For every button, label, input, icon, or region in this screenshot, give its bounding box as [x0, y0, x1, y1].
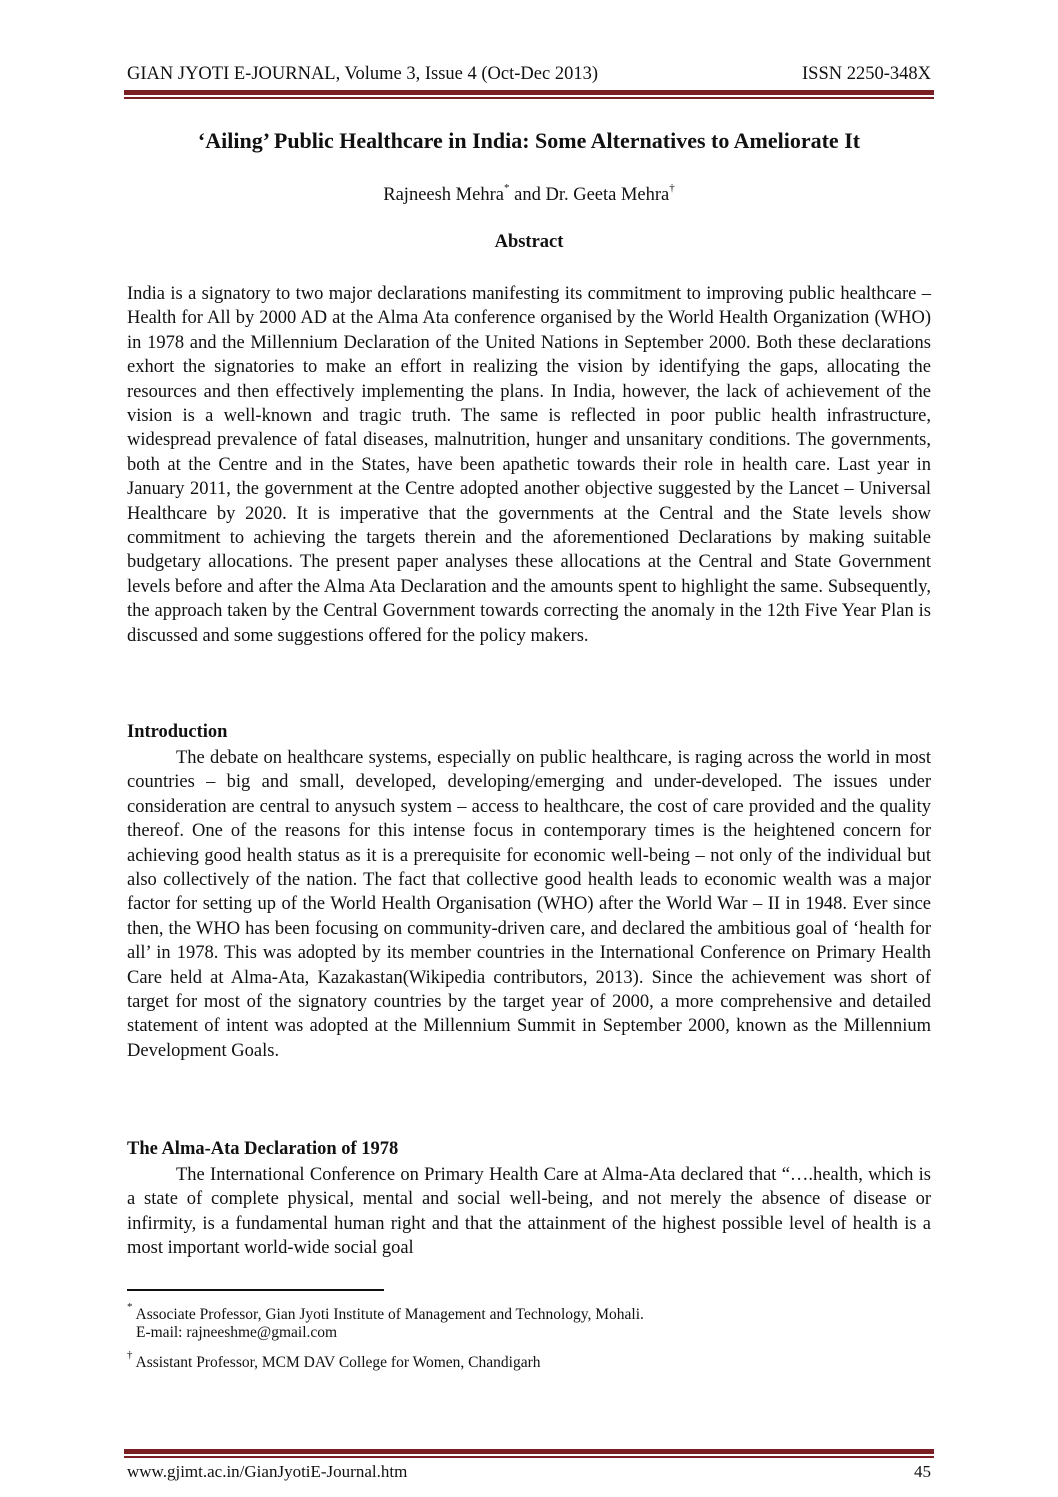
abstract-heading: Abstract: [494, 232, 564, 252]
author-1-footnote-mark: *: [503, 182, 510, 194]
footnote-1: [127, 1300, 644, 1325]
page-number: 45: [914, 1462, 931, 1481]
footnote-1-mark: *: [127, 1301, 133, 1313]
footnote-separator: [127, 1289, 384, 1291]
author-line: [90, 184, 968, 206]
author-connector: and: [509, 185, 546, 206]
paper-title: ‘Ailing’ Public Healthcare in India: Some Alternatives to Ameliorate It: [197, 128, 861, 153]
footnote-1-email: E-mail: rajneeshme@gmail.com: [136, 1324, 338, 1341]
header-rule-thin: [124, 97, 934, 99]
footer-rule-thin: [124, 1456, 934, 1458]
author-1: Rajneesh Mehra: [383, 185, 504, 206]
alma-ata-paragraph: The International Conference on Primary Health Care at Alma-Ata declared that “….health, which is a state of complete physical, mental and social well-being, and not merely the absence of disease or infirmity, is a fundamental human right and that the attainment of the highest possible level of health is a most important world-wide social goal: [127, 1165, 931, 1259]
abstract-paragraph: India is a signatory to two major declarations manifesting its commitment to improving public healthcare – Health for All by 2000 AD at the Alma Ata conference organised by the World Health Organization (WHO) in 1978 and the Millennium Declaration of the United Nations in September 2000. Both these declarations exhort the signatories to make an effort in realizing the vision by identifying the gaps, allocating the resources and then effectively implementing the plans. In India, however, the lack of achievement of the vision is a well-known and tragic truth. The same is reflected in poor public health infrastructure, widespread prevalence of fatal diseases, malnutrition, hunger and unsanitary conditions. The governments, both at the Centre and in the States, have been apathetic towards their role in health care. Last year in January 2011, the government at the Centre adopted another objective suggested by the Lancet – Universal Healthcare by 2020. It is imperative that the governments at the Central and the State levels show commitment to achieving the targets therein and the aforementioned Declarations by making suitable budgetary allocations. The present paper analyses these allocations at the Central and State Government levels before and after the Alma Ata Declaration and the amounts spent to highlight the same. Subsequently, the approach taken by the Central Government towards correcting the anomaly in the 12th Five Year Plan is discussed and some suggestions offered for the policy makers.: [127, 284, 931, 646]
footnote-2-mark: †: [127, 1349, 133, 1361]
journal-citation: GIAN JYOTI E-JOURNAL, Volume 3, Issue 4 (Oct-Dec 2013): [127, 64, 598, 84]
issn-label: ISSN 2250-348X: [802, 64, 931, 84]
footnote-2-affiliation: Assistant Professor, MCM DAV College for Women, Chandigarh: [135, 1354, 541, 1372]
introduction-paragraph: The debate on healthcare systems, especially on public healthcare, is raging across the world in most countries – big and small, developed, developing/emerging and under-developed. The issues under consideration are central to anysuch system – access to healthcare, the cost of care provided and the quality thereof. One of the reasons for this intense focus in contemporary times is the heightened concern for achieving good health status as it is a prerequisite for economic well-being – not only of the individual but also collectively of the nation. The fact that collective good health leads to economic wealth was a major factor for setting up of the World Health Organisation (WHO) after the World War – II in 1948. Ever since then, the WHO has been focusing on community-driven care, and declared the ambitious goal of ‘health for all’ in 1978. This was adopted by its member countries in the International Conference on Primary Health Care held at Alma-Ata, Kazakastan(Wikipedia contributors, 2013). Since the achievement was short of target for most of the signatory countries by the target year of 2000, a more comprehensive and detailed statement of intent was adopted at the Millennium Summit in September 2000, known as the Millennium Development Goals.: [127, 748, 931, 1061]
introduction-heading: Introduction: [127, 722, 228, 742]
author-2: Dr. Geeta Mehra: [545, 185, 670, 206]
running-header: [127, 64, 931, 85]
alma-ata-heading: The Alma-Ata Declaration of 1978: [127, 1139, 399, 1159]
footnote-2: [127, 1348, 541, 1373]
footer-rule-thick: [124, 1449, 934, 1454]
footnote-1-affiliation: Associate Professor, Gian Jyoti Institute of Management and Technology, Mohali.: [135, 1306, 644, 1324]
page-footer: [127, 1462, 931, 1482]
header-rule-thick: [124, 90, 934, 95]
author-2-footnote-mark: †: [669, 182, 675, 194]
journal-url-link[interactable]: www.gjimt.ac.in/GianJyotiE-Journal.htm: [127, 1462, 408, 1481]
